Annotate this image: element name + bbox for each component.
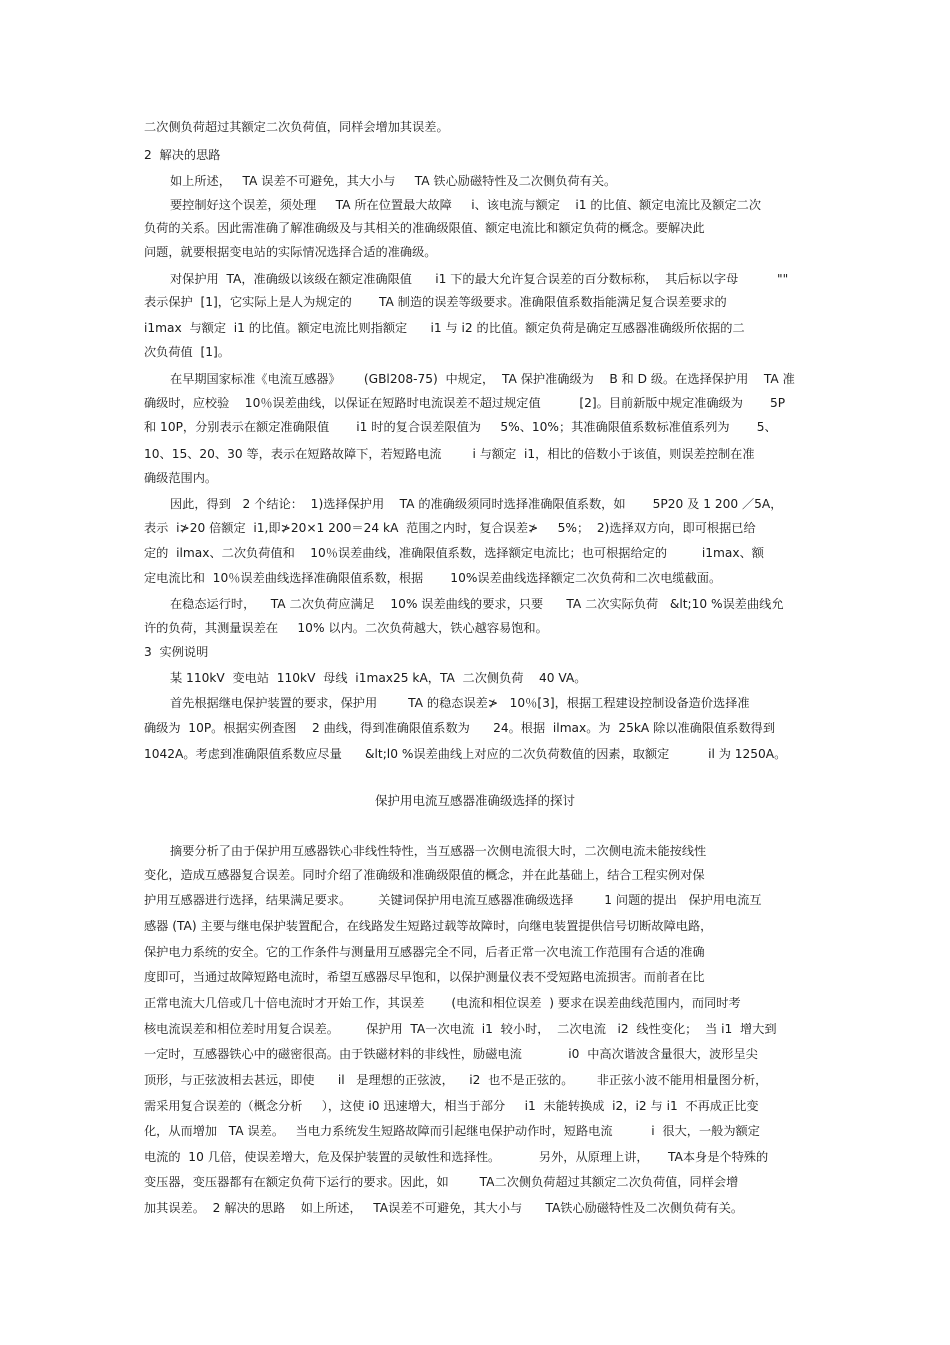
paragraph-line: 某 110kV 变电站 110kV 母线 i1max25 kA，TA 二次侧负荷 40 VA。 (170, 671, 587, 685)
paragraph-line: 要控制好这个误差，须处理 TA 所在位置最大故障 i、该电流与额定 i1 的比值、额定电流比及额定二次 (170, 198, 762, 212)
section-heading: 3 实例说明 (144, 645, 209, 659)
paragraph-line: 10、15、20、30 等，表示在短路故障下，若短路电流 i 与额定 i1，相比的倍数小于该值，则误差控制在准 (144, 447, 755, 461)
paragraph-line: 加其误差。 2 解决的思路 如上所述， TA误差不可避免，其大小与 TA铁心励磁特性及二次侧负荷有关。 (144, 1201, 744, 1215)
paragraph-line: 定的 ilmax、二次负荷值和 10％误差曲线，准确限值系数，选择额定电流比；也可根据给定的 i1max、额 (144, 546, 764, 560)
paragraph-line: 确级为 10P。根据实例查图 2 曲线，得到准确限值系数为 24。根据 ilmax。为 25kA 除以准确限值系数得到 (144, 721, 776, 735)
paragraph-line: 摘要分析了由于保护用互感器铁心非线性特性，当互感器一次侧电流很大时，二次侧电流未能按线性 (170, 844, 707, 858)
paragraph-line: 1042A。考虑到准确限值系数应尽量 &lt;l0 %误差曲线上对应的二次负荷数值的因素，取额定 il 为 1250A。 (144, 747, 787, 761)
paragraph-line: 表示 i≯20 倍额定 i1,即≯20×1 200＝24 kA 范围之内时，复合误差≯ 5%； 2)选择双方向，即可根据已给 (144, 521, 756, 535)
paragraph-line: 定电流比和 10％误差曲线选择准确限值系数，根据 10%误差曲线选择额定二次负荷和二次电缆截面。 (144, 571, 722, 585)
paragraph-line: i1max 与额定 i1 的比值。额定电流比则指额定 i1 与 i2 的比值。额定负荷是确定互感器准确级所依据的二 (144, 321, 745, 335)
paragraph-line: 护用互感器进行选择，结果满足要求。 关键词保护用电流互感器准确级选择 1 问题的提出 保护用电流互 (144, 893, 762, 907)
paragraph-line: 确级时，应校验 10％误差曲线，以保证在短路时电流误差不超过规定值 [2]。目前新版中规定准确级为 5P (144, 396, 786, 410)
paragraph-line: 电流的 10 几倍，使误差增大，危及保护装置的灵敏性和选择性。 另外，从原理上讲， TA本身是个特殊的 (144, 1150, 769, 1164)
paragraph-line: 在早期国家标准《电流互感器》 (GBl208-75) 中规定， TA 保护准确级为 B 和 D 级。在选择保护用 TA 准 (170, 372, 795, 386)
paragraph-line: 核电流误差和相位差时用复合误差。 保护用 TA一次电流 i1 较小时， 二次电流 i2 线性变化； 当 i1 增大到 (144, 1022, 777, 1036)
section-heading: 2 解决的思路 (144, 148, 221, 162)
paragraph-line: 首先根据继电保护装置的要求，保护用 TA 的稳态误差≯ 10％[3]，根据工程建设控制设备造价选择准 (170, 696, 750, 710)
paragraph-line: 负荷的关系。因此需准确了解准确级及与其相关的准确级限值、额定电流比和额定负荷的概念。要解决此 (144, 221, 705, 235)
paragraph-line: 顶形，与正弦波相去甚远，即使 il 是理想的正弦波， i2 也不是正弦的。 非正弦小波不能用相量图分析， (144, 1073, 768, 1087)
paragraph-line: 因此，得到 2 个结论： 1)选择保护用 TA 的准确级须同时选择准确限值系数，如 5P20 及 1 200 ／5A， (170, 497, 783, 511)
paragraph-line: 感器 (TA) 主要与继电保护装置配合，在线路发生短路过载等故障时，向继电装置提供信号切断故障电路， (144, 919, 713, 933)
paragraph-line: 许的负荷，其测量误差在 10% 以内。二次负荷越大，铁心越容易饱和。 (144, 621, 548, 635)
paragraph-line: 确级范围内。 (144, 471, 218, 485)
paragraph-line: 次负荷值 [1]。 (144, 345, 230, 359)
article-title: 保护用电流互感器准确级选择的探讨 (374, 793, 575, 808)
paragraph-line: 和 10P，分别表示在额定准确限值 i1 时的复合误差限值为 5%、10%；其准确限值系数标准值系列为 5、 (144, 420, 777, 434)
paragraph-line: 对保护用 TA，准确级以该级在额定准确限值 i1 下的最大允许复合误差的百分数标称， 其后标以字母 "" (170, 272, 789, 286)
paragraph-line: 一定时，互感器铁心中的磁密很高。由于铁磁材料的非线性，励磁电流 i0 中高次谐波含量很大，波形呈尖 (144, 1047, 758, 1061)
paragraph-line: 变压器，变压器都有在额定负荷下运行的要求。因此，如 TA二次侧负荷超过其额定二次负荷值，同样会增 (144, 1175, 739, 1189)
paragraph-line: 度即可，当通过故障短路电流时，希望互感器尽早饱和，以保护测量仪表不受短路电流损害。而前者在比 (144, 970, 705, 984)
paragraph-line: 问题，就要根据变电站的实际情况选择合适的准确级。 (144, 245, 437, 259)
paragraph-line: 化，从而增加 TA 误差。 当电力系统发生短路故障而引起继电保护动作时，短路电流 i 很大，一般为额定 (144, 1124, 760, 1138)
paragraph-line: 需采用复合误差的（概念分析 ），这使 i0 迅速增大，相当于部分 i1 未能转换成 i2，i2 与 i1 不再成正比变 (144, 1099, 759, 1113)
paragraph-line: 正常电流大几倍或几十倍电流时才开始工作，其误差 (电流和相位误差 ) 要求在误差曲线范围内，而同时考 (144, 996, 741, 1010)
paragraph-line: 在稳态运行时， TA 二次负荷应满足 10% 误差曲线的要求，只要 TA 二次实际负荷 &lt;10 %误差曲线允 (170, 597, 784, 611)
paragraph-line: 表示保护 [1]，它实际上是人为规定的 TA 制造的误差等级要求。准确限值系数指能满足复合误差要求的 (144, 295, 727, 309)
paragraph-line: 保护电力系统的安全。它的工作条件与测量用互感器完全不同，后者正常一次电流工作范围有合适的准确 (144, 945, 705, 959)
paragraph-line: 变化，造成互感器复合误差。同时介绍了准确级和准确级限值的概念，并在此基础上，结合工程实例对保 (144, 868, 705, 882)
paragraph-line: 如上所述， TA 误差不可避免，其大小与 TA 铁心励磁特性及二次侧负荷有关。 (170, 174, 617, 188)
paragraph-line: 二次侧负荷超过其额定二次负荷值，同样会增加其误差。 (144, 120, 449, 134)
